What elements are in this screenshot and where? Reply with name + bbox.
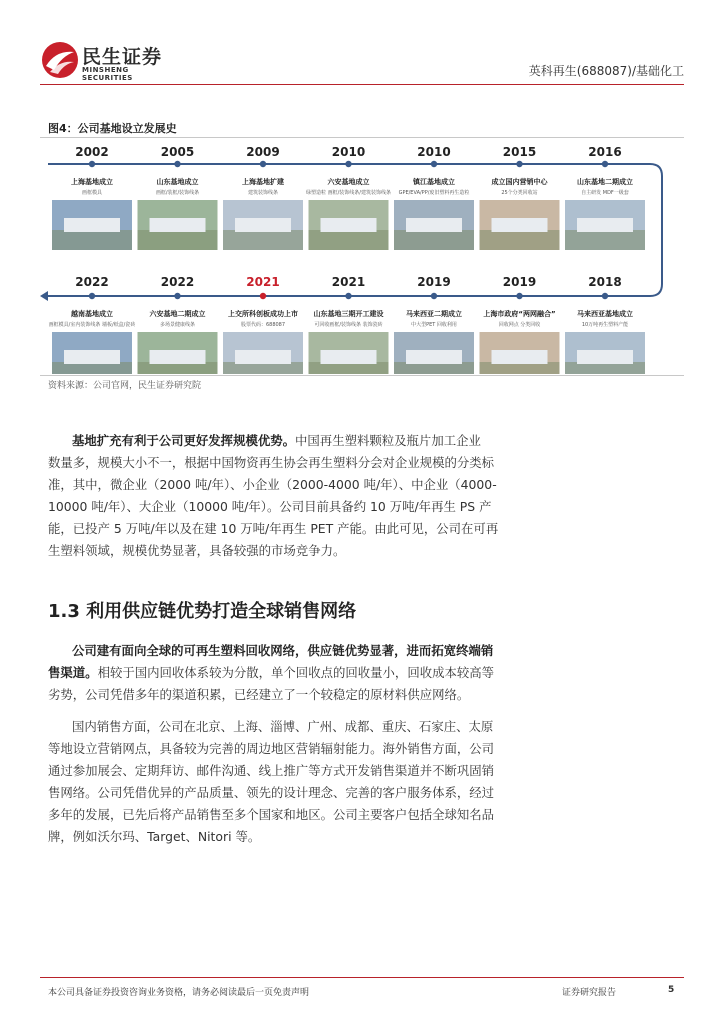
p2-line: 劣势，公司凭借多年的渠道积累，已经建立了一个较稳定的原材料供应网络。: [48, 687, 470, 702]
timeline-dot: [174, 293, 180, 299]
p3-line: 通过参加展会、定期拜访、邮件沟通、线上推广等方式开发销售渠道并不断巩固销: [48, 763, 495, 778]
facility-photo-ground: [223, 230, 303, 250]
company-tag: 英科再生(688087)/基础化工: [528, 64, 684, 78]
facility-photo-building: [321, 350, 377, 364]
page-header: [0, 0, 724, 90]
timeline-event: 越南基地成立: [71, 310, 113, 318]
p2-bold-line: 售渠道。: [48, 665, 98, 680]
facility-photo-building: [64, 218, 120, 232]
p3-line: 售网络。公司凭借优异的产品质量、领先的设计理念、完善的客户服务体系，经过: [48, 785, 495, 800]
footer-divider: [40, 977, 684, 978]
timeline-dot: [89, 293, 95, 299]
timeline-svg: [40, 138, 684, 374]
timeline-event: 上海基地扩建: [242, 178, 284, 186]
timeline-event-detail: 绿塑造粒 画框/装饰线条/建筑装饰线条: [306, 190, 391, 196]
facility-photo-building: [235, 218, 291, 232]
timeline-dot: [431, 161, 437, 167]
timeline-event: 马来西亚基地成立: [577, 310, 633, 318]
p1-line: 中国再生塑料颗粒及瓶片加工企业: [295, 433, 481, 448]
facility-photo-building: [406, 350, 462, 364]
header-divider: [40, 84, 684, 85]
footer-report-type: 证券研究报告: [562, 988, 617, 998]
timeline-event: 成立国内营销中心: [491, 178, 548, 186]
facility-photo-building: [492, 218, 548, 232]
timeline-event-detail: 股票代码：688087: [240, 322, 286, 328]
p3-line: 等地设立营销网点，具备较为完善的周边地区营销辐射能力。海外销售方面，公司: [48, 741, 495, 756]
timeline-event: 上交所科创板成功上市: [228, 310, 298, 318]
p1-line: 准，其中，微企业（2000 吨/年）、小企业（2000-4000 吨/年）、中企业（4000-: [48, 477, 497, 492]
timeline-dot: [260, 293, 266, 299]
timeline-event-detail: 多场景健康线条: [159, 322, 196, 328]
timeline-arrow-icon: [40, 291, 48, 301]
timeline-year: 2021: [246, 275, 280, 289]
facility-photo-building: [577, 350, 633, 364]
p1-line: 生塑料领域，规模优势显著，具备较强的市场竞争力。: [48, 543, 346, 558]
figure-bottom-divider: [40, 375, 684, 376]
timeline-event: 上海基地成立: [71, 178, 113, 186]
timeline-event: 六安基地成立: [327, 178, 370, 186]
timeline-year: 2016: [588, 145, 622, 159]
facility-photo-ground: [394, 230, 474, 250]
p1-line: 10000 吨/年）、大企业（10000 吨/年）。公司目前具备约 10 万吨/年再生 PS 产: [48, 499, 492, 514]
timeline-event-detail: 10万吨再生塑料产能: [581, 322, 629, 328]
timeline-event-detail: 可回收画框/装饰线条 装饰瓷砖: [314, 322, 383, 328]
paragraph-sales: [48, 716, 676, 848]
timeline-dot: [516, 161, 522, 167]
timeline-year: 2022: [75, 275, 109, 289]
p3-line: 牌，例如沃尔玛、Target、Nitori 等。: [48, 829, 261, 844]
timeline-event: 马来西亚二期成立: [406, 310, 462, 318]
timeline-event: 山东基地二期成立: [577, 178, 633, 186]
timeline-event-detail: 建筑装饰线条: [247, 190, 279, 196]
company-logo: [40, 40, 180, 80]
timeline-event: 上海市政府“两网融合”: [483, 310, 556, 318]
timeline-year: 2015: [502, 145, 537, 159]
timeline-event: 六安基地二期成立: [149, 310, 206, 318]
timeline-year: 2019: [417, 275, 451, 289]
timeline-event-detail: 自主研发 MDF一级套: [581, 190, 629, 196]
timeline-dot: [89, 161, 95, 167]
logo-mark-icon: [40, 40, 80, 80]
timeline-year: 2002: [75, 145, 109, 159]
timeline-figure: [40, 138, 684, 374]
facility-photo-building: [235, 350, 291, 364]
facility-photo-building: [577, 218, 633, 232]
facility-photo-ground: [52, 230, 132, 250]
timeline-dot: [345, 293, 351, 299]
p3-line: 多年的发展，已先后将产品销售至多个国家和地区。公司主要客户包括全球知名品: [48, 807, 495, 822]
facility-photo-ground: [309, 230, 389, 250]
facility-photo-building: [406, 218, 462, 232]
timeline-dot: [516, 293, 522, 299]
p2-bold-line: 公司建有面向全球的可再生塑料回收网络，供应链优势显著，进而拓宽终端销: [72, 643, 494, 658]
facility-photo-building: [64, 350, 120, 364]
timeline-event-detail: 中大型PET 回收利用: [411, 322, 457, 328]
paragraph-scale-advantage: [48, 430, 676, 562]
timeline-dot: [602, 293, 608, 299]
facility-photo-ground: [138, 230, 218, 250]
timeline-year: 2010: [417, 145, 451, 159]
timeline-dot: [174, 161, 180, 167]
p1-line: 数量多，规模大小不一，根据中国物资再生协会再生塑料分会对企业规模的分类标: [48, 455, 495, 470]
p1-line: 能，已投产 5 万吨/年以及在建 10 万吨/年再生 PET 产能。由此可见，公司在可再: [48, 521, 499, 536]
facility-photo-building: [492, 350, 548, 364]
figure-source: 资料来源：公司官网，民生证券研究院: [48, 381, 202, 391]
facility-photo-ground: [565, 230, 645, 250]
timeline-event-detail: 画框/装框/装饰线条: [155, 190, 200, 196]
facility-photo-building: [321, 218, 377, 232]
timeline-dot: [602, 161, 608, 167]
timeline-year: 2019: [502, 275, 537, 289]
facility-photo-building: [150, 350, 206, 364]
timeline-year: 2010: [331, 145, 366, 159]
timeline-event: 镇江基地成立: [413, 178, 455, 186]
timeline-event-detail: GPE/EVA/PP/废旧塑料再生造粒: [398, 190, 470, 196]
timeline-dot: [345, 161, 351, 167]
timeline-year: 2009: [246, 145, 280, 159]
timeline-year: 2022: [160, 275, 195, 289]
logo-text-cn: 民生证券: [82, 46, 163, 68]
timeline-event-detail: 画框模具: [81, 190, 103, 196]
p1-bold-lead: 基地扩充有利于公司更好发挥规模优势。: [72, 433, 296, 448]
logo-text-en: MINSHENG SECURITIES: [82, 66, 133, 82]
timeline-dot: [431, 293, 437, 299]
facility-photo-building: [150, 218, 206, 232]
p3-line: 国内销售方面，公司在北京、上海、淄博、广州、成都、重庆、石家庄、太原: [72, 719, 494, 734]
timeline-event: 山东基地成立: [156, 178, 199, 186]
timeline-year: 2005: [160, 145, 195, 159]
timeline-year: 2021: [331, 275, 366, 289]
timeline-event-detail: 25个分类回收站: [501, 190, 538, 196]
timeline-event-detail: 回收网点 分类回收: [498, 322, 541, 328]
facility-photo-ground: [480, 230, 560, 250]
timeline-event: 山东基地三期开工建设: [313, 310, 384, 318]
figure-title: 图4：公司基地设立发展史: [48, 122, 177, 135]
section-title: 1.3 利用供应链优势打造全球销售网络: [48, 601, 357, 622]
footer-disclaimer: 本公司具备证券投资咨询业务资格，请务必阅读最后一页免责声明: [48, 988, 310, 998]
paragraph-global-network: [48, 640, 676, 706]
timeline-event-detail: 画框模具/室内装饰线条 墙板/纸盒/瓷砖: [48, 322, 136, 328]
timeline-dot: [260, 161, 266, 167]
page-number: 5: [668, 985, 675, 995]
timeline-year: 2018: [588, 275, 622, 289]
p2-line: 相较于国内回收体系较为分散，单个回收点的回收量小，回收成本较高等: [97, 665, 495, 680]
